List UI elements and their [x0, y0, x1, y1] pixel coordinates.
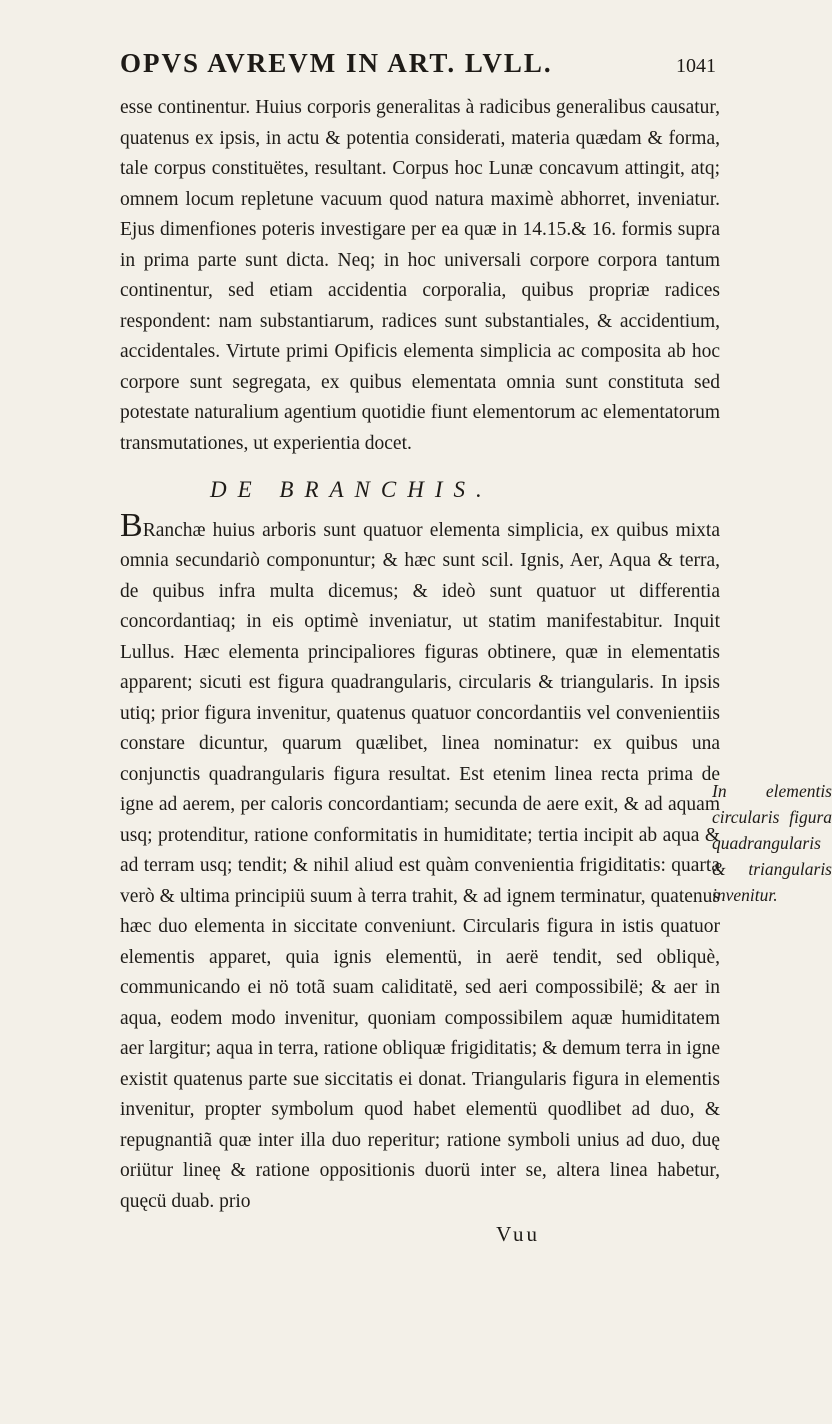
running-head: [120, 48, 722, 79]
section-heading: DE BRANCHIS.: [210, 477, 493, 502]
section-body: [120, 506, 832, 1218]
paragraph-branches: [120, 506, 720, 1218]
main-text: [120, 93, 832, 1250]
page-number: 1041: [676, 55, 716, 77]
drop-cap: B: [120, 506, 143, 544]
signature-mark: Vuu: [496, 1222, 540, 1246]
paragraph-continuation: esse continentur. Huius corporis generalitas à radicibus generalibus causatur, quatenus ex ipsis, in actu & potentia considerati, materia quædam & forma, tale corpus constituëtes, resultant. Corpus hoc Lunæ concavum attingit, atq; omnem locum repletune vacuum quod natura maximè abhorret, inveniatur. Ejus dimenfiones poteris investigare per ea quæ in 14.15.& 16. formis supra in prima parte sunt dicta. Neq; in hoc universali corpore corpora tantum continentur, sed etiam accidentia corporalia, quibus propriæ radices respondent: nam substantiarum, radices sunt substantiales, & accidentium, accidentales. Virtute primi Opificis elementa simplicia ac composita ab hoc corpore sunt segregata, ex quibus elementata omnia sunt constituta sed potestate naturalium agentium quotidie fiunt elementorum ac elementatorum transmutationes, ut experientia docet.: [120, 97, 720, 454]
margin-note: In elementis circularis figura quadrangularis & triangularis invenitur.: [712, 780, 832, 905]
running-title: OPVS AVREVM IN ART. LVLL.: [120, 48, 553, 78]
paragraph-branches-text: Ranchæ huius arboris sunt quatuor elementa simplicia, ex quibus mixta omnia secundariò componuntur; & hæc sunt scil. Ignis, Aer, Aqua & terra, de quibus infra multa dicemus; & ideò sunt quatuor ut differentia concordantiaq; in eis optimè inveniatur, ut statim manifestabitur. Inquit Lullus. Hæc elementa principaliores figuras obtinere, quæ in elementatis apparent; sicuti est figura quadrangularis, circularis & triangularis. In ipsis utiq; prior figura invenitur, quatenus quatuor concordantiis vel convenientiis constare dicuntur, quarum quælibet, linea nominatur: ex quibus una conjunctis quadrangularis figura resultat. Est etenim linea recta prima de igne ad aerem, per caloris concordantiam; secunda de aere exit, & ad aquam usq; protenditur, ratione conformitatis in humiditate; tertia incipit ab aqua & ad terram usq; tendit; & nihil aliud est quàm convenientia frigiditatis: quarta verò & ultima principiü suum à terra trahit, & ad ignem terminatur, quatenus hæc duo elementa in siccitate conveniunt. Circularis figura in istis quatuor elementis apparet, quia ignis elementü, in aerë tendit, sed obliquè, communicando ei nö totã suam caliditatë, sed aeri compossibilë; & aer in aqua, eodem modo invenitur, quoniam compossibilem aquæ humiditatem aer largitur; aqua in terra, ratione obliquæ frigiditatis; & demum terra in igne existit quatenus parte sue siccitatis ei donat. Triangularis figura in elementis invenitur, propter symbolum quod habet elementü quodlibet ad duo, & repugnantiã quæ inter illa duo reperitur; ratione symboli unius ad duo, duę oriütur lineę & ratione oppositionis duorü inter se, altera linea habetur, quęcü duab. prio: [120, 519, 720, 1212]
